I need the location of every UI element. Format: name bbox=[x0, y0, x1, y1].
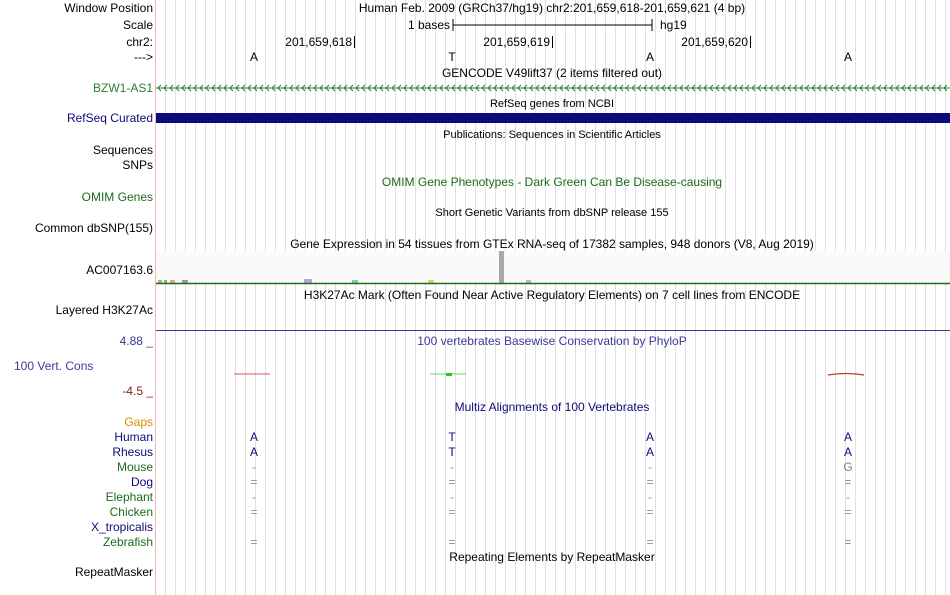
multiz-base: A bbox=[645, 445, 654, 459]
multiz-base: A bbox=[249, 430, 258, 444]
track-label-sequences[interactable]: Sequences bbox=[92, 143, 153, 157]
phylop-max-value: 4.88 _ bbox=[119, 334, 153, 348]
multiz-base: - bbox=[648, 460, 652, 474]
species-label-zebrafish[interactable]: Zebrafish bbox=[102, 535, 153, 549]
multiz-base: - bbox=[846, 490, 850, 504]
ruler-base: A bbox=[645, 50, 654, 64]
multiz-base: A bbox=[843, 430, 852, 444]
species-label-human[interactable]: Human bbox=[114, 430, 153, 444]
track-label-gencode[interactable]: BZW1-AS1 bbox=[92, 81, 153, 95]
multiz-base: = bbox=[448, 475, 456, 489]
track-label-refseq[interactable]: RefSeq Curated bbox=[66, 111, 153, 125]
scale-bar bbox=[452, 18, 654, 32]
multiz-base: - bbox=[252, 490, 256, 504]
phylop-signal[interactable] bbox=[156, 368, 950, 380]
scale-text: 1 bases bbox=[407, 18, 450, 32]
species-label-rhesus[interactable]: Rhesus bbox=[112, 445, 153, 459]
multiz-base: - bbox=[450, 490, 454, 504]
ruler-base: A bbox=[843, 50, 852, 64]
species-label-mouse[interactable]: Mouse bbox=[116, 460, 153, 474]
gtex-title: Gene Expression in 54 tissues from GTEx RNA-seq of 17382 samples, 948 donors (V8, Aug 2019) bbox=[290, 237, 814, 251]
track-label-repeatmasker[interactable]: RepeatMasker bbox=[74, 565, 153, 579]
multiz-base: = bbox=[250, 505, 258, 519]
multiz-base: A bbox=[645, 430, 654, 444]
multiz-base: = bbox=[646, 535, 654, 549]
multiz-base: G bbox=[843, 460, 853, 474]
h3k27ac-baseline bbox=[156, 330, 950, 331]
gencode-gene-bzw1-as1[interactable] bbox=[156, 81, 950, 95]
ruler-tick bbox=[552, 36, 553, 48]
phylop-mark-2-peak bbox=[446, 373, 452, 376]
h3k27ac-title: H3K27Ac Mark (Often Found Near Active Regulatory Elements) on 7 cell lines from ENCODE bbox=[303, 288, 801, 302]
ruler-base: A bbox=[249, 50, 258, 64]
multiz-base: = bbox=[844, 475, 852, 489]
multiz-base: = bbox=[448, 505, 456, 519]
ruler-tick bbox=[750, 36, 751, 48]
assembly-position: Human Feb. 2009 (GRCh37/hg19) chr2:201,659,618-201,659,621 (4 bp) bbox=[358, 1, 746, 15]
species-label-chicken[interactable]: Chicken bbox=[109, 505, 153, 519]
dbsnp-title: Short Genetic Variants from dbSNP release 155 bbox=[435, 207, 669, 219]
multiz-base: A bbox=[843, 445, 852, 459]
multiz-base: = bbox=[250, 535, 258, 549]
track-label-omim[interactable]: OMIM Genes bbox=[81, 190, 153, 204]
track-label-dbsnp[interactable]: Common dbSNP(155) bbox=[34, 221, 153, 235]
track-label-phylop[interactable]: 100 Vert. Cons bbox=[14, 359, 94, 373]
ruler-base: T bbox=[448, 50, 456, 64]
phylop-title: 100 vertebrates Basewise Conservation by PhyloP bbox=[417, 334, 687, 348]
publications-title: Publications: Sequences in Scientific Articles bbox=[443, 129, 661, 141]
phylop-min-value: -4.5 _ bbox=[122, 384, 153, 398]
phylop-mark-4 bbox=[828, 374, 864, 376]
multiz-base: = bbox=[844, 535, 852, 549]
multiz-base: - bbox=[252, 460, 256, 474]
chrom-label: chr2: bbox=[126, 35, 153, 49]
refseq-title: RefSeq genes from NCBI bbox=[489, 98, 615, 110]
multiz-base: = bbox=[250, 475, 258, 489]
multiz-base: - bbox=[648, 490, 652, 504]
multiz-base: A bbox=[249, 445, 258, 459]
scale-db: hg19 bbox=[660, 18, 687, 32]
window-position-label: Window Position bbox=[64, 1, 153, 15]
omim-title: OMIM Gene Phenotypes - Dark Green Can Be Disease-causing bbox=[381, 175, 723, 189]
multiz-base: T bbox=[448, 430, 456, 444]
gtex-expression-plot[interactable] bbox=[156, 251, 950, 285]
multiz-title: Multiz Alignments of 100 Vertebrates bbox=[454, 400, 650, 414]
scale-label: Scale bbox=[122, 18, 153, 32]
track-label-h3k27ac[interactable]: Layered H3K27Ac bbox=[55, 303, 153, 317]
refseq-gene-bar[interactable] bbox=[156, 113, 950, 123]
species-label-x_tropicalis[interactable]: X_tropicalis bbox=[90, 520, 153, 534]
ruler-coordinate: 201,659,619 bbox=[483, 35, 550, 49]
multiz-base: = bbox=[448, 535, 456, 549]
multiz-base: = bbox=[646, 505, 654, 519]
ruler-tick bbox=[354, 36, 355, 48]
multiz-base: T bbox=[448, 445, 456, 459]
gtex-bar-highlight bbox=[499, 251, 504, 283]
multiz-base: = bbox=[844, 505, 852, 519]
strand-label: ---> bbox=[134, 50, 153, 64]
track-label-snps[interactable]: SNPs bbox=[122, 158, 153, 172]
multiz-base: - bbox=[450, 460, 454, 474]
ruler-coordinate: 201,659,620 bbox=[681, 35, 748, 49]
track-label-gtex[interactable]: AC007163.6 bbox=[86, 263, 153, 277]
species-label-dog[interactable]: Dog bbox=[130, 475, 153, 489]
multiz-base: = bbox=[646, 475, 654, 489]
repeatmasker-title: Repeating Elements by RepeatMasker bbox=[449, 550, 655, 564]
species-label-elephant[interactable]: Elephant bbox=[105, 490, 153, 504]
ruler-coordinate: 201,659,618 bbox=[285, 35, 352, 49]
gencode-title: GENCODE V49lift37 (2 items filtered out) bbox=[441, 66, 663, 80]
track-label-gaps[interactable]: Gaps bbox=[124, 415, 153, 429]
